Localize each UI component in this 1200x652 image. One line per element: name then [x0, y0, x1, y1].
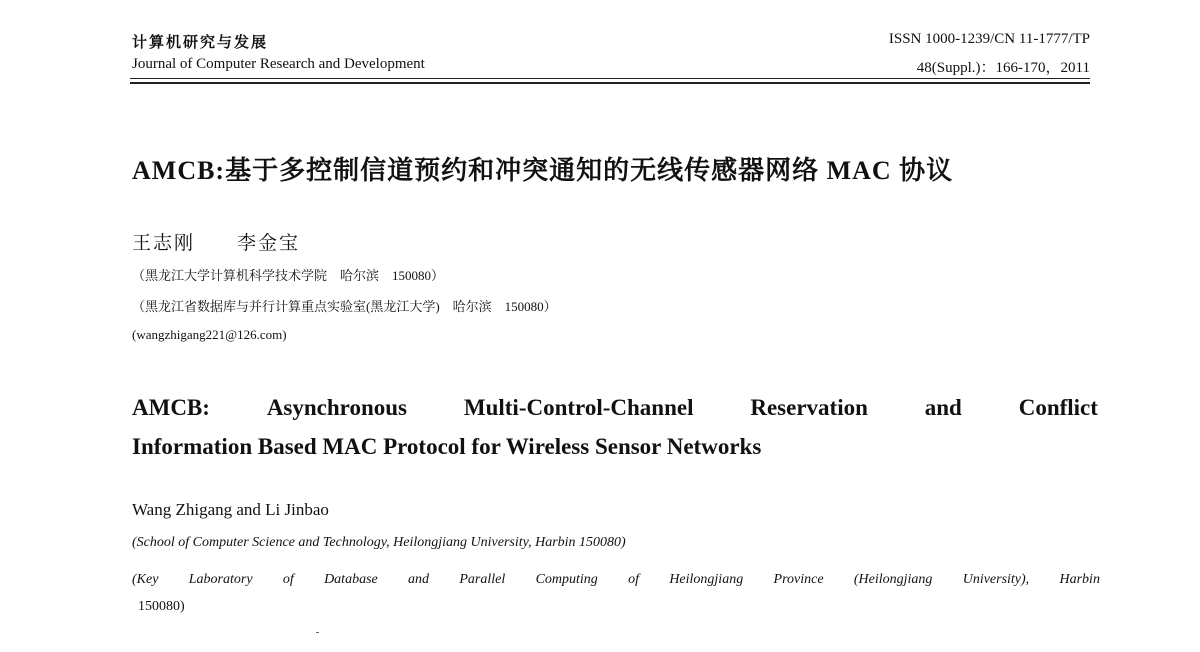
paper-title-en-line1: [132, 388, 1098, 427]
authors-en: Wang Zhigang and Li Jinbao: [132, 500, 329, 519]
affiliation-word: (Heilongjiang: [853, 572, 933, 587]
title-word: Multi-Control-Channel: [463, 395, 694, 420]
affiliation-cn-2: （黑龙江省数据库与并行计算重点实验室(黑龙江大学) 哈尔滨 150080）: [132, 299, 557, 314]
author-name-cn: 王志刚: [132, 233, 196, 254]
title-word: Conflict: [1018, 395, 1098, 420]
affiliation-word: Parallel: [459, 572, 506, 587]
affiliation-word: Heilongjiang: [669, 572, 744, 587]
paper-title-en: [132, 388, 1098, 466]
affiliation-en-2: [132, 566, 1100, 620]
title-word: and: [924, 395, 962, 420]
affiliation-word: of: [628, 572, 639, 587]
affiliation-word: Province: [773, 572, 824, 587]
header-rule-thin: [130, 78, 1090, 79]
affiliation-word: Laboratory: [188, 572, 253, 587]
affiliation-word: Computing: [535, 572, 598, 587]
affiliation-word: Harbin: [1059, 572, 1100, 587]
journal-name-en: Journal of Computer Research and Development: [132, 56, 425, 72]
journal-volume-pages: 48(Suppl.)：166-170，2011: [916, 60, 1090, 76]
scan-speck: [316, 632, 319, 633]
affiliation-word: and: [408, 572, 430, 587]
header-rule-thick: [130, 82, 1090, 84]
affiliation-word: (Key: [132, 572, 159, 587]
title-word: AMCB:: [132, 395, 210, 420]
title-word: Asynchronous: [266, 395, 407, 420]
affiliation-word: of: [282, 572, 294, 587]
affiliation-en-2-line1: [132, 566, 1100, 593]
paper-title-en-line2: Information Based MAC Protocol for Wireless Sensor Networks: [132, 434, 762, 459]
author-email: (wangzhigang221@126.com): [132, 327, 287, 342]
affiliation-cn-1: （黑龙江大学计算机科学技术学院 哈尔滨 150080）: [132, 268, 445, 283]
affiliation-word: University),: [962, 572, 1030, 587]
paper-title-cn: AMCB:基于多控制信道预约和冲突通知的无线传感器网络 MAC 协议: [132, 156, 954, 185]
journal-issn: ISSN 1000-1239/CN 11-1777/TP: [888, 31, 1090, 47]
affiliation-word: Database: [324, 572, 378, 587]
affiliation-en-2-line2: 150080): [138, 599, 185, 614]
affiliation-en-1: (School of Computer Science and Technology, Heilongjiang University, Harbin 150080): [132, 535, 626, 550]
author-name-cn: 李金宝: [237, 233, 301, 254]
authors-cn: [132, 228, 300, 255]
journal-name-cn: 计算机研究与发展: [132, 35, 269, 51]
title-word: Reservation: [750, 395, 868, 420]
